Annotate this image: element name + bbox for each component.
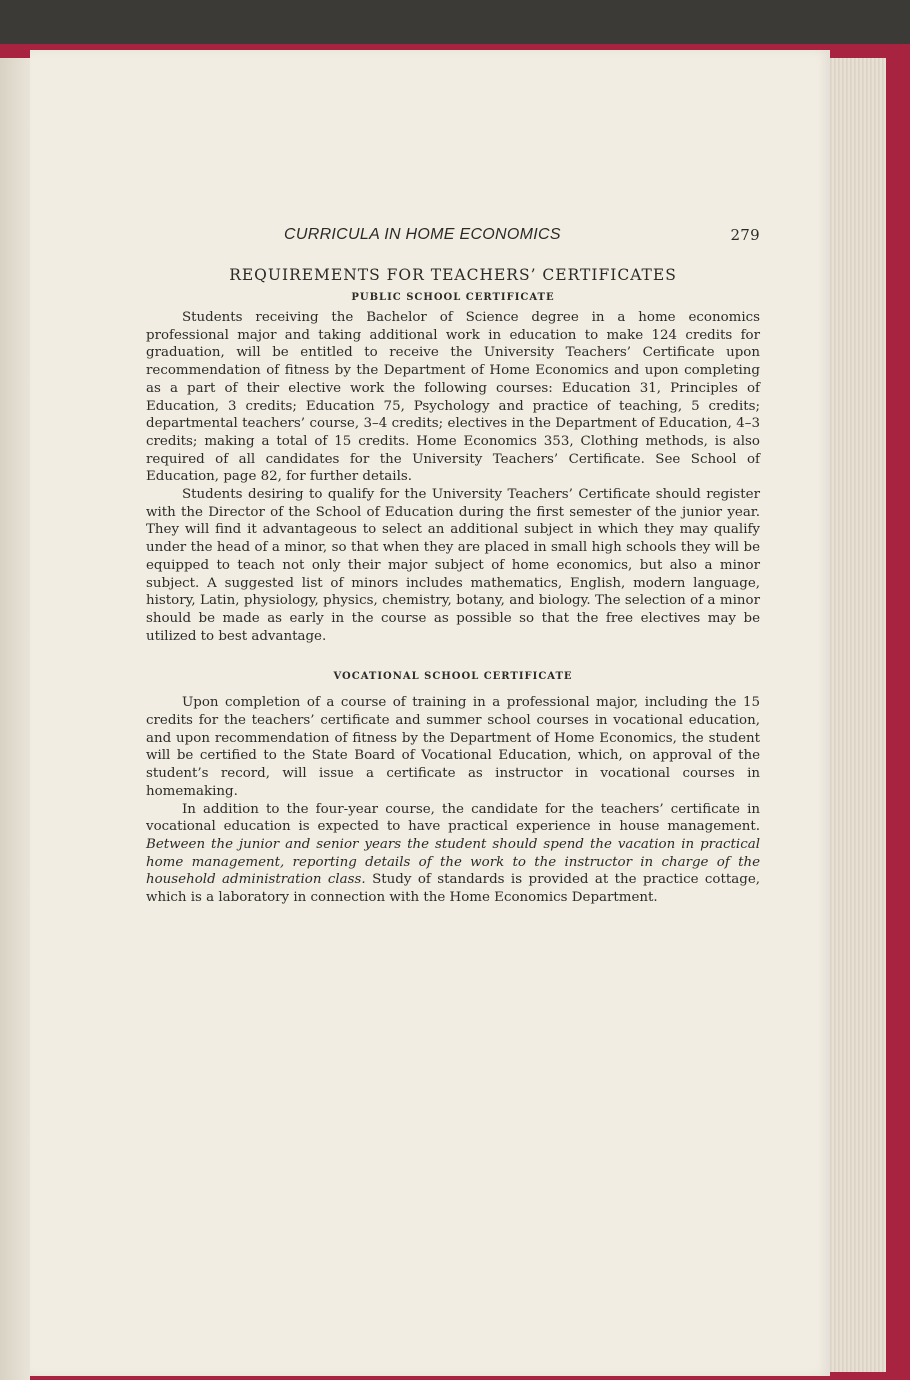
running-head-title: CURRICULA IN HOME ECONOMICS: [284, 226, 561, 243]
facing-page-edge: [0, 58, 30, 1380]
page-heading: REQUIREMENTS FOR TEACHERS’ CERTIFICATES: [229, 266, 677, 284]
page-content: [146, 226, 760, 907]
paragraph-text: Study of standards is provided at the practice cottage, which is a laboratory in connection with the Home Economics Department.: [146, 872, 760, 906]
section-title-public-school: PUBLIC SCHOOL CERTIFICATE: [351, 292, 555, 303]
page-stack-edges: [828, 58, 886, 1372]
page-number: 279: [730, 226, 760, 244]
section-title-vocational-school: VOCATIONAL SCHOOL CERTIFICATE: [333, 671, 573, 683]
paragraph: Students receiving the Bachelor of Science degree in a home economics professional major and taking additional work in education to make 124 credits for graduation, will be entitled to receive the University Teachers’ Certificate upon recommendation of fitness by the Department of Home Economics and upon completing as a part of their elective work the following courses: Education 31, Principles of Education, 3 credits; Education 75, Psychology and practice of teaching, 5 credits; departmental teachers’ course, 3–4 credits; electives in the Department of Education, 4–3 credits; making a total of 15 credits. Home Economics 353, Clothing methods, is also required of all candidates for the University Teachers’ Certificate. See School of Education, page 82, for further details.: [146, 310, 760, 485]
running-head: [146, 226, 760, 248]
paragraph: Students desiring to qualify for the University Teachers’ Certificate should register with the Director of the School of Education during the first semester of the junior year. They will find it advantageous to select an additional subject in which they may qualify under the head of a minor, so that when they are placed in small high schools they will be equipped to teach not only their major subject of home economics, but also a minor subject. A suggested list of minors includes mathematics, English, modern language, history, Latin, physiology, physics, chemistry, botany, and biology. The selection of a minor should be made as early in the course as possible so that the free electives may be utilized to best advantage.: [146, 487, 760, 644]
paragraph: [146, 801, 760, 907]
book-page: [30, 50, 830, 1376]
paragraph-italic-text: Between the junior and senior years the student should spend the vacation in practical home management, reporting details of the work to the instructor in charge of the household administration class.: [146, 836, 760, 888]
paragraph-text: In addition to the four-year course, the candidate for the teachers’ certificate in vocational education is expected to have practical experience in house management.: [146, 801, 760, 835]
paragraph: Upon completion of a course of training in a professional major, including the 15 credits for the teachers’ certificate and summer school courses in vocational education, and upon recommendation of fitness by the Department of Home Economics, the student will be certified to the State Board of Vocational Education, which, on approval of the student’s record, will issue a certificate as instructor in vocational courses in homemaking.: [146, 695, 760, 799]
